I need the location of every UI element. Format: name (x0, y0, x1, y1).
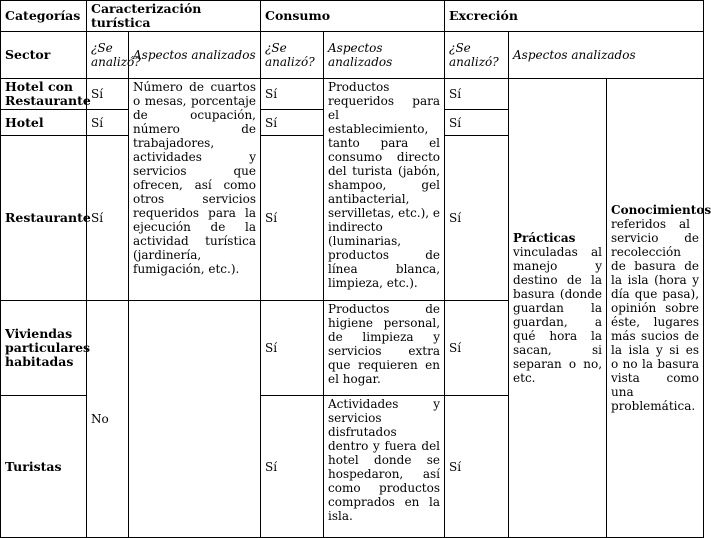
header-excrecion: Excreción (445, 1, 704, 32)
car-aspectos-text: Número de cuartos o mesas, porcentaje de ocupación, número de trabajadores, actividades y servicios que ofrecen, así como otros servicios requeridos para la ejecución de la actividad turística (jardinería, fumigación, etc.). (129, 79, 261, 301)
exc-se-analizo-header: ¿Se analizó? (445, 32, 509, 79)
con-aspectos-header: Aspectos analizados (324, 32, 445, 79)
car-no: No (87, 301, 129, 538)
exc-practicas (509, 79, 607, 538)
exc-conocimientos (607, 79, 711, 538)
car-si-hotel-restaurante: Sí (87, 79, 129, 110)
header-categorias: Categorías (1, 1, 87, 32)
exc-si-turistas: Sí (445, 396, 509, 538)
con-aspectos-turistas: Actividades y servicios disfrutados dentro y fuera del hotel donde se hospedaron, así como productos comprados en la isla. (324, 396, 445, 538)
subheader-sector: Sector (1, 32, 87, 79)
car-aspectos-empty (129, 301, 261, 538)
con-si-restaurante: Sí (261, 136, 324, 301)
conocimientos-text: referidos al servicio de recolección de basura de la isla (hora y día que pasa), opinión sobre éste, lugares más sucios de la isla y si es o no la basura vista como una problemática. (611, 217, 700, 413)
header-caracterizacion: Caracterización turística (87, 1, 261, 32)
practicas-text: vinculadas al manejo y destino de la basura (donde guardan la guardan, a qué hora la sacan, si separan o no, etc. (513, 245, 603, 385)
exc-aspectos-header: Aspectos analizados (509, 32, 704, 79)
exc-si-viviendas: Sí (445, 301, 509, 396)
con-aspectos-viviendas: Productos de higiene personal, de limpieza y servicios extra que requieren en el hogar. (324, 301, 445, 396)
con-si-viviendas: Sí (261, 301, 324, 396)
conocimientos-title: Conocimientos (611, 203, 711, 217)
con-si-hotel-restaurante: Sí (261, 79, 324, 110)
con-si-turistas: Sí (261, 396, 324, 538)
car-aspectos-header: Aspectos analizados (129, 32, 261, 79)
sector-hotel-restaurante: Hotel con Restaurante (1, 79, 87, 110)
exc-si-hotel-restaurante: Sí (445, 79, 509, 110)
sector-hotel: Hotel (1, 110, 87, 136)
sector-turistas: Turistas (1, 396, 87, 538)
exc-si-restaurante: Sí (445, 136, 509, 301)
con-aspectos-hoteles: Productos requeridos para el establecimiento, tanto para el consumo directo del turista (jabón, shampoo, gel antibacterial, servilletas, etc.), e indirecto (luminarias, productos de línea blanca, limpieza, etc.). (324, 79, 445, 301)
con-se-analizo-header: ¿Se analizó? (261, 32, 324, 79)
sector-restaurante: Restaurante (1, 136, 87, 301)
con-si-hotel: Sí (261, 110, 324, 136)
car-si-hotel: Sí (87, 110, 129, 136)
sector-viviendas: Viviendas particulares habitadas (1, 301, 87, 396)
exc-si-hotel: Sí (445, 110, 509, 136)
car-se-analizo-header: ¿Se analizó? (87, 32, 129, 79)
car-si-restaurante: Sí (87, 136, 129, 301)
header-consumo: Consumo (261, 1, 445, 32)
practicas-title: Prácticas (513, 231, 576, 245)
